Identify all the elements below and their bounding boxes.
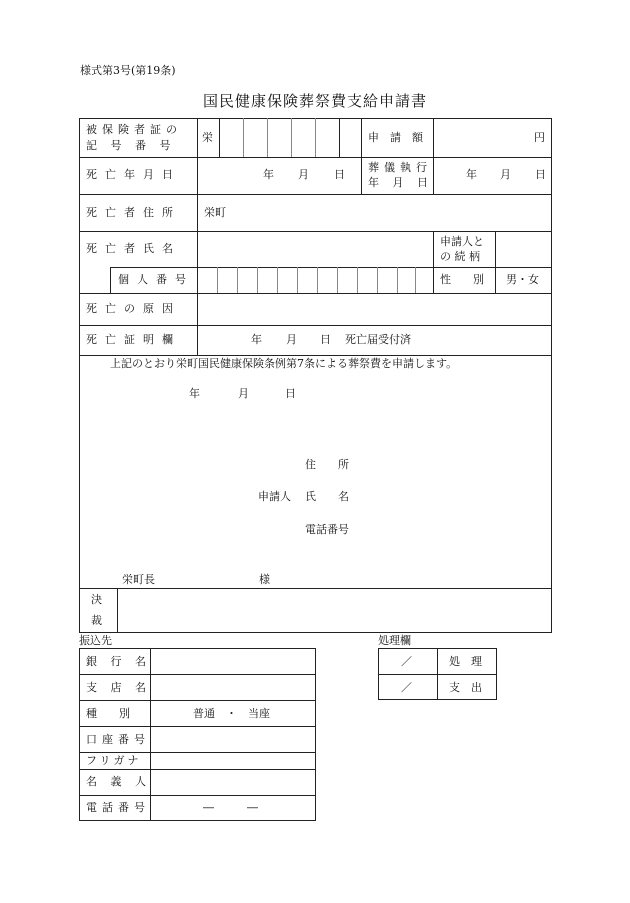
cause-input[interactable] (198, 294, 551, 324)
applicant-label: 申請人 (258, 490, 291, 503)
sama-label: 様 (259, 573, 270, 586)
death-month-unit: 月 (298, 168, 309, 181)
gender-value[interactable]: 男・女 (506, 273, 539, 286)
account-type-value[interactable]: 普通 ・ 当座 (193, 707, 270, 720)
yen-label: 円 (534, 131, 545, 144)
funeral-day-unit: 日 (535, 168, 546, 181)
applicant-name-label: 氏 名 (305, 490, 349, 503)
account-number-input[interactable] (151, 727, 315, 751)
deceased-name-input[interactable] (198, 232, 432, 266)
holder-label: 名 義 人 (86, 775, 151, 788)
funeral-year-unit: 年 (466, 168, 477, 181)
death-date-label: 死亡年月日 (86, 168, 181, 181)
account-type-label: 種 別 (86, 707, 130, 720)
declaration-text: 上記のとおり栄町国民健康保険条例第7条による葬祭費を申請します。 (110, 357, 458, 370)
mayor-label: 栄町長 (122, 573, 155, 586)
phone-label: 電話番号 (86, 801, 150, 814)
apply-day-unit: 日 (285, 387, 296, 400)
payout-label: 支 出 (449, 681, 482, 694)
funeral-label-line2: 年 月 日 (368, 176, 433, 189)
applicant-phone-label: 電話番号 (305, 523, 349, 536)
relation-label-line1: 申請人と (440, 235, 484, 248)
branch-label: 支 店 名 (86, 681, 151, 694)
branch-input[interactable] (151, 675, 315, 699)
funeral-date-input[interactable] (434, 158, 551, 193)
apply-month-unit: 月 (238, 387, 249, 400)
funeral-label-line1: 葬儀執行 (368, 161, 432, 174)
gender-label: 性 別 (440, 273, 484, 286)
phone-value[interactable]: ― ― (203, 801, 258, 814)
certificate-day-unit: 日 (320, 333, 331, 346)
certificate-month-unit: 月 (286, 333, 297, 346)
processing-section-label: 処理欄 (378, 634, 411, 647)
personal-number-label: 個人番号 (118, 273, 194, 286)
page-title: 国民健康保険葬祭費支給申請書 (202, 92, 427, 110)
holder-input[interactable] (151, 770, 315, 794)
bank-name-input[interactable] (151, 649, 315, 673)
applicant-address-label: 住 所 (305, 458, 349, 471)
insurance-label-line1: 被保険者証の (86, 123, 182, 136)
funeral-month-unit: 月 (500, 168, 511, 181)
relation-input[interactable] (496, 232, 551, 266)
furigana-label: フリガナ (86, 754, 142, 767)
bank-name-label: 銀 行 名 (86, 655, 151, 668)
certificate-label: 死亡証明欄 (86, 333, 181, 346)
process-slash: ／ (401, 655, 412, 668)
address-input[interactable] (232, 195, 551, 230)
death-year-unit: 年 (263, 168, 274, 181)
certificate-note: 死亡届受付済 (345, 333, 411, 346)
process-label: 処 理 (449, 655, 482, 668)
form-number: 様式第3号(第19条) (80, 64, 176, 77)
payout-slash: ／ (401, 681, 412, 694)
bank-section-label: 振込先 (79, 634, 112, 647)
address-label: 死亡者住所 (86, 206, 181, 219)
insurance-number-input[interactable] (219, 119, 339, 156)
relation-label-line2: の 続 柄 (440, 250, 480, 263)
death-day-unit: 日 (334, 168, 345, 181)
kessai-char2: 裁 (91, 614, 102, 627)
insurance-label-line2: 記 号 番 号 (86, 139, 176, 152)
cause-label: 死亡の原因 (86, 302, 181, 315)
furigana-input[interactable] (151, 753, 315, 768)
certificate-year-unit: 年 (251, 333, 262, 346)
insurance-prefix: 栄 (202, 131, 213, 144)
apply-year-unit: 年 (189, 387, 200, 400)
kessai-char1: 決 (91, 593, 102, 606)
address-value: 栄町 (204, 206, 226, 219)
deceased-name-label: 死亡者氏名 (86, 242, 181, 255)
account-number-label: 口座番号 (86, 733, 150, 746)
personal-number-input[interactable] (198, 268, 432, 292)
apply-amount-label: 申 請 額 (368, 131, 423, 144)
